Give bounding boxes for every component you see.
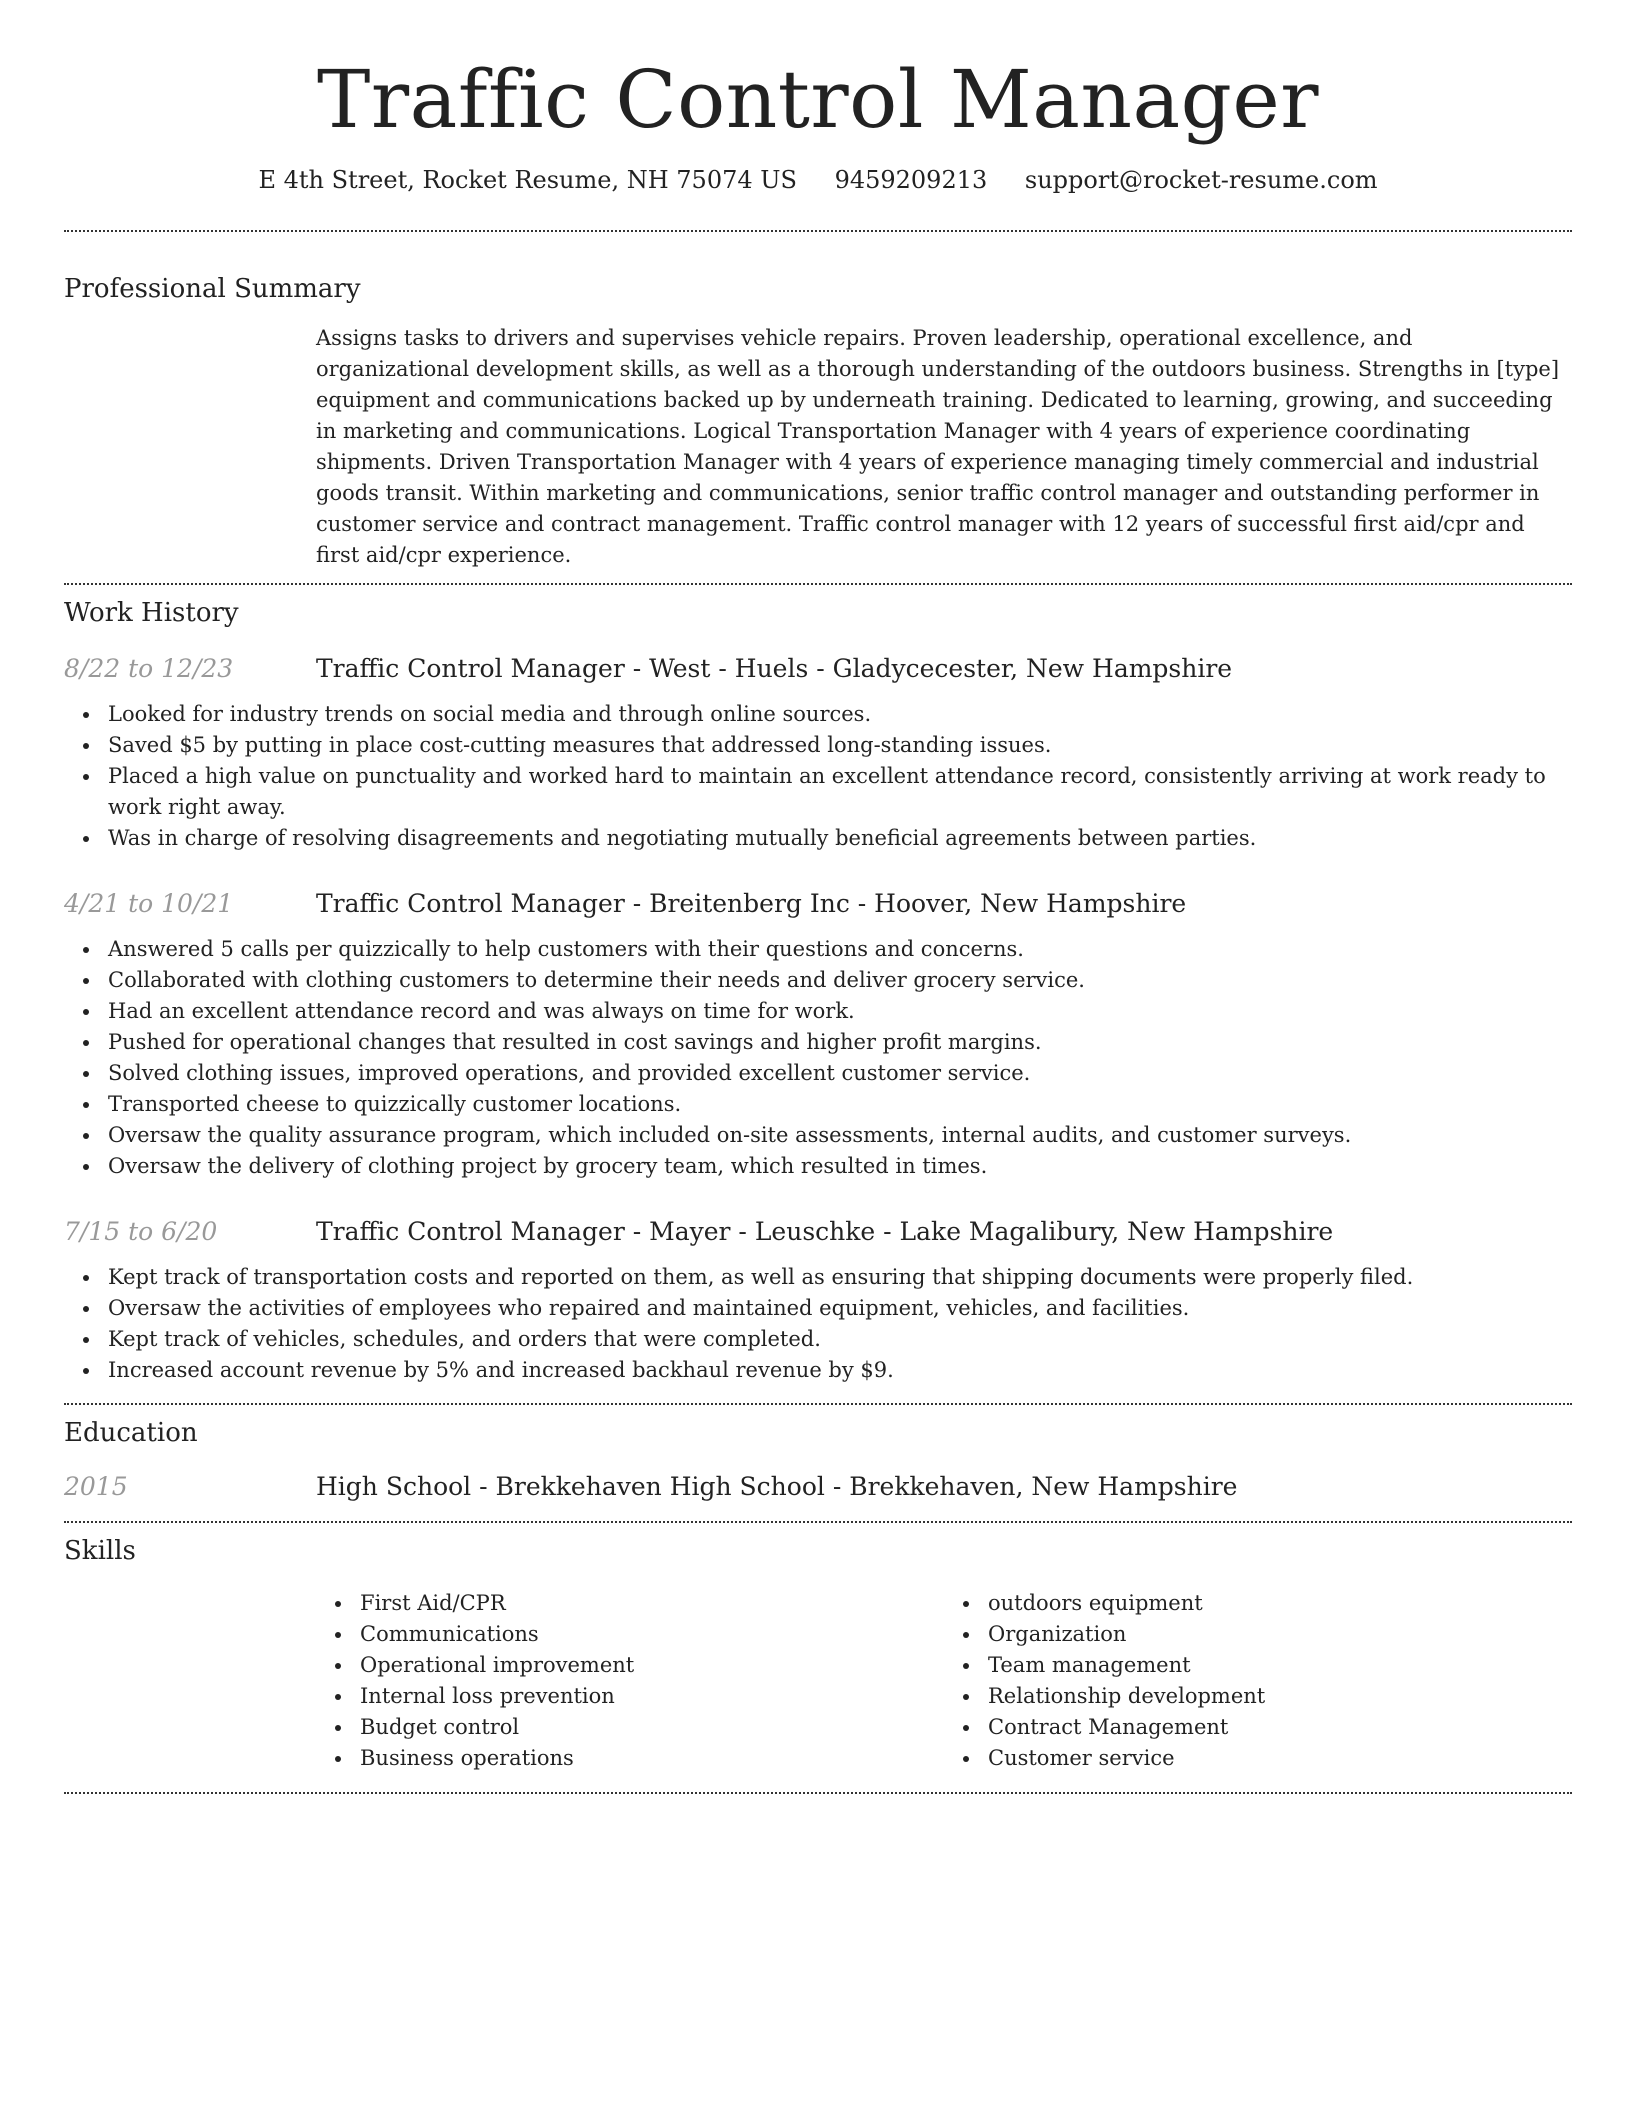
- skills-column-right: [944, 1588, 1572, 1774]
- list-item: Placed a high value on punctuality and worked hard to maintain an excellent attendance record, consistently arriving at work ready to work right away.: [108, 761, 1572, 823]
- list-item: Collaborated with clothing customers to determine their needs and deliver grocery service.: [108, 965, 1572, 996]
- resume-page: [64, 0, 1572, 1794]
- divider: [64, 1792, 1572, 1794]
- contact-line: [64, 164, 1572, 196]
- list-item: Looked for industry trends on social media and through online sources.: [108, 699, 1572, 730]
- job-entry: [64, 1215, 1572, 1249]
- job-dates: 8/22 to 12/23: [64, 654, 234, 683]
- job-heading: Traffic Control Manager - Mayer - Leuschke - Lake Magalibury, New Hampshire: [316, 1217, 1334, 1246]
- list-item: Solved clothing issues, improved operations, and provided excellent customer service.: [108, 1058, 1572, 1089]
- list-item: Increased account revenue by 5% and increased backhaul revenue by $9.: [108, 1355, 1572, 1386]
- list-item: Oversaw the quality assurance program, which included on-site assessments, internal audits, and customer surveys.: [108, 1120, 1572, 1151]
- education-date: 2015: [64, 1472, 128, 1501]
- job-heading: Traffic Control Manager - Breitenberg Inc - Hoover, New Hampshire: [316, 889, 1187, 918]
- divider: [64, 1403, 1572, 1405]
- job-heading: Traffic Control Manager - West - Huels - Gladycecester, New Hampshire: [316, 654, 1233, 683]
- divider: [64, 583, 1572, 585]
- list-item: Pushed for operational changes that resulted in cost savings and higher profit margins.: [108, 1027, 1572, 1058]
- list-item: Organization: [988, 1619, 1572, 1650]
- skills-list: [316, 1588, 1572, 1774]
- list-item: Answered 5 calls per quizzically to help customers with their questions and concerns.: [108, 934, 1572, 965]
- education-title: Education: [64, 1418, 198, 1448]
- job-bullets: [64, 1262, 1572, 1386]
- job-dates: 7/15 to 6/20: [64, 1217, 218, 1246]
- list-item: Was in charge of resolving disagreements and negotiating mutually beneficial agreements between parties.: [108, 823, 1572, 854]
- list-item: Operational improvement: [360, 1650, 944, 1681]
- email: support@rocket-resume.com: [1024, 166, 1378, 194]
- job-bullets: [64, 699, 1572, 854]
- list-item: Customer service: [988, 1743, 1572, 1774]
- list-item: Oversaw the activities of employees who repaired and maintained equipment, vehicles, and facilities.: [108, 1293, 1572, 1324]
- list-item: Kept track of vehicles, schedules, and orders that were completed.: [108, 1324, 1572, 1355]
- skills-title: Skills: [64, 1536, 136, 1566]
- candidate-name: Traffic Control Manager: [317, 53, 1319, 146]
- job-dates: 4/21 to 10/21: [64, 889, 234, 918]
- list-item: Relationship development: [988, 1681, 1572, 1712]
- list-item: Business operations: [360, 1743, 944, 1774]
- address: E 4th Street, Rocket Resume, NH 75074 US: [258, 166, 797, 194]
- list-item: Internal loss prevention: [360, 1681, 944, 1712]
- list-item: Team management: [988, 1650, 1572, 1681]
- list-item: Contract Management: [988, 1712, 1572, 1743]
- summary-title: Professional Summary: [64, 274, 361, 304]
- education-entry: [64, 1470, 1572, 1504]
- education-heading: High School - Brekkehaven High School - Brekkehaven, New Hampshire: [316, 1472, 1238, 1501]
- list-item: outdoors equipment: [988, 1588, 1572, 1619]
- divider: [64, 1521, 1572, 1523]
- skills-column-left: [316, 1588, 944, 1774]
- phone: 9459209213: [834, 166, 988, 194]
- work-history-title: Work History: [64, 598, 239, 628]
- job-entry: [64, 887, 1572, 921]
- list-item: Saved $5 by putting in place cost-cutting measures that addressed long-standing issues.: [108, 730, 1572, 761]
- divider: [64, 230, 1572, 232]
- list-item: Transported cheese to quizzically customer locations.: [108, 1089, 1572, 1120]
- job-bullets: [64, 934, 1572, 1182]
- list-item: First Aid/CPR: [360, 1588, 944, 1619]
- summary-text: Assigns tasks to drivers and supervises vehicle repairs. Proven leadership, operational excellence, and organizational development skills, as well as a thorough understanding of the outdoors business. Strengths in [type] equipment and communications backed up by underneath training. Dedicated to learning, growing, and succeeding in marketing and communications. Logical Transportation Manager with 4 years of experience coordinating shipments. Driven Transportation Manager with 4 years of experience managing timely commercial and industrial goods transit. Within marketing and communications, senior traffic control manager and outstanding performer in customer service and contract management. Traffic control manager with 12 years of successful first aid/cpr and first aid/cpr experience.: [316, 326, 1560, 567]
- list-item: Communications: [360, 1619, 944, 1650]
- job-entry: [64, 652, 1572, 686]
- list-item: Oversaw the delivery of clothing project by grocery team, which resulted in times.: [108, 1151, 1572, 1182]
- list-item: Budget control: [360, 1712, 944, 1743]
- list-item: Kept track of transportation costs and reported on them, as well as ensuring that shipping documents were properly filed.: [108, 1262, 1572, 1293]
- list-item: Had an excellent attendance record and was always on time for work.: [108, 996, 1572, 1027]
